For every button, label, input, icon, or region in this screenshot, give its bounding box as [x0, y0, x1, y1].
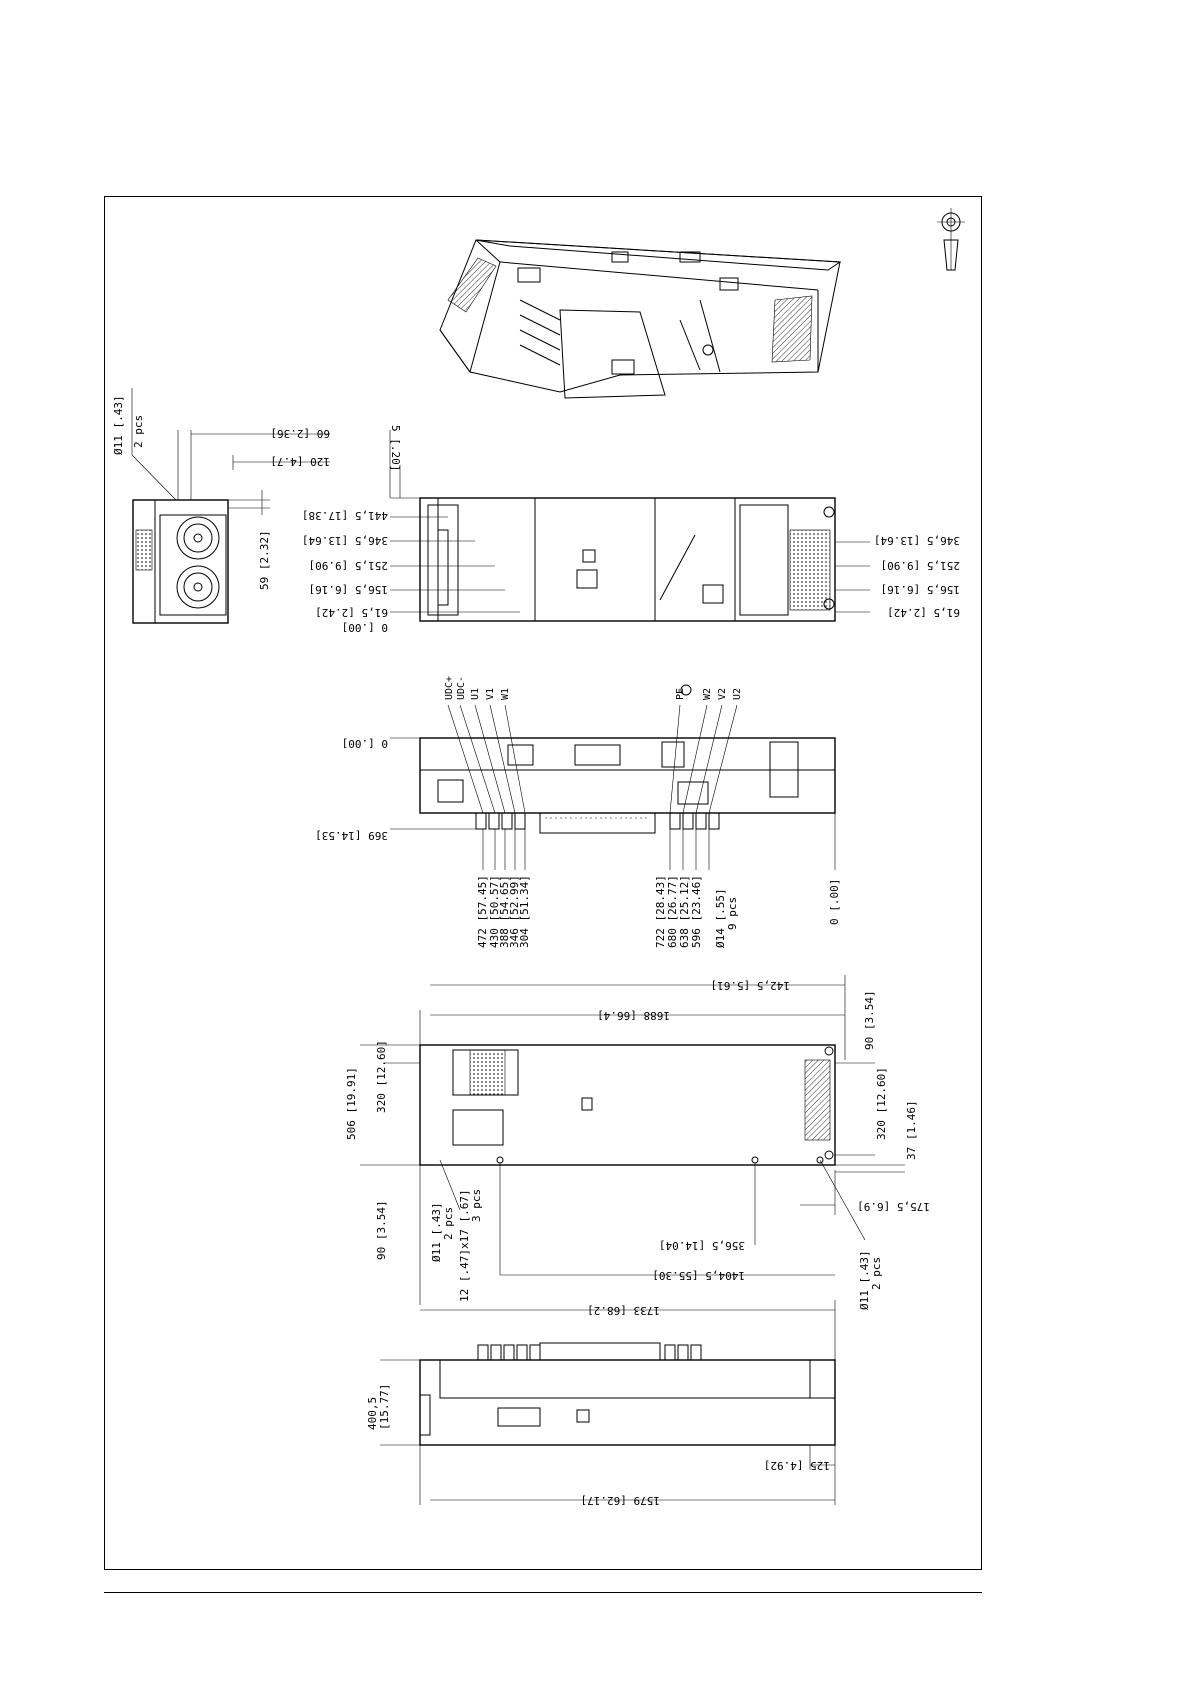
- term-w1: W1: [500, 687, 511, 700]
- pos-a-472: 472 [57.45]: [476, 875, 489, 948]
- mount-hole-1: Ø11 [.43]: [430, 1202, 443, 1262]
- dim-side-r-61: 61,5 [2.42]: [887, 606, 960, 619]
- dim-90-b: 90 [3.54]: [375, 1200, 388, 1260]
- pos-b-722: 722 [28.43]: [654, 875, 667, 948]
- term-dim-369: 369 [14.53]: [315, 829, 388, 842]
- bottom-view: [380, 1300, 835, 1505]
- dim-side-l-156: 156,5 [6.16]: [308, 583, 388, 596]
- pos-a-346: 346 [52.99]: [508, 875, 521, 948]
- pos-b-638: 638 [25.12]: [678, 875, 691, 948]
- term-pe: PE: [675, 687, 686, 700]
- dim-60: 60 [2.36]: [270, 427, 330, 440]
- projection-symbol: [937, 208, 965, 270]
- mount-slot-qty: 3 pcs: [470, 1188, 483, 1222]
- dim-120: 120 [4.7]: [270, 455, 330, 468]
- dim-142-5: 142,5 [5.61]: [710, 979, 790, 992]
- dim-356-5: 356,5 [14.04]: [658, 1239, 745, 1252]
- dim-400-5-in: [15.77]: [378, 1383, 391, 1430]
- mount-hole-1-qty: 2 pcs: [442, 1206, 455, 1240]
- term-u1: U1: [470, 687, 481, 700]
- term-u2: U2: [732, 687, 743, 700]
- dim-125: 125 [4.92]: [763, 1459, 830, 1472]
- dim-side-5: 5 [.20]: [389, 425, 402, 472]
- dim-side-r-156: 156,5 [6.16]: [880, 583, 960, 596]
- term-dim-bottom-zero: 0 [.00]: [828, 878, 841, 925]
- mount-hole-2-qty: 2 pcs: [870, 1256, 883, 1290]
- dim-side-l-61: 61,5 [2.42]: [315, 606, 388, 619]
- dim-side-zero: 0 [.00]: [341, 621, 388, 634]
- term-udc-plus: UDC+: [444, 675, 455, 700]
- dim-side-l-346: 346,5 [13.64]: [301, 534, 388, 547]
- pos-b-596: 596 [23.46]: [690, 875, 703, 948]
- dim-1404-5: 1404,5 [55.30]: [652, 1269, 745, 1282]
- dim-400-5: 400,5: [366, 1396, 379, 1430]
- end-view: [132, 388, 330, 623]
- pos-a-388: 388 [54.65]: [498, 875, 511, 948]
- end-hole-label: Ø11 [.43]: [112, 395, 125, 455]
- pos-a-304: 304 [51.34]: [518, 875, 531, 948]
- dim-side-l-251: 251,5 [9.90]: [308, 559, 388, 572]
- term-v1: V1: [485, 687, 496, 700]
- dim-side-r-346: 346,5 [13.64]: [873, 534, 960, 547]
- terminal-view: [390, 685, 835, 870]
- pos-a-430: 430 [50.57]: [488, 875, 501, 948]
- end-hole-qty: 2 pcs: [132, 414, 145, 448]
- term-v2: V2: [717, 687, 728, 700]
- dim-90-a: 90 [3.54]: [863, 990, 876, 1050]
- isometric-view: [440, 240, 840, 398]
- term-w2: W2: [702, 687, 713, 700]
- side-view: [390, 430, 870, 621]
- mount-hole-2: Ø11 [.43]: [858, 1250, 871, 1310]
- dim-1579: 1579 [62.17]: [580, 1494, 660, 1507]
- term-hole-qty: 9 pcs: [726, 896, 739, 930]
- dim-59: 59 [2.32]: [258, 530, 271, 590]
- lugs-top-a: [478, 1345, 540, 1360]
- lugs-top-b: [665, 1345, 701, 1360]
- terminal-lugs-a: [476, 813, 525, 829]
- dim-side-r-251: 251,5 [9.90]: [880, 559, 960, 572]
- dim-320-b: 320 [12.60]: [875, 1067, 888, 1140]
- term-dim-zero: 0 [.00]: [341, 737, 388, 750]
- dim-320-a: 320 [12.60]: [375, 1040, 388, 1113]
- dim-1733: 1733 [68.2]: [587, 1304, 660, 1317]
- pos-b-680: 680 [26.77]: [666, 875, 679, 948]
- dim-37: 37 [1.46]: [905, 1100, 918, 1160]
- terminal-lugs-b: [670, 813, 719, 829]
- mount-slot: 12 [.47]x17 [.67]: [458, 1189, 471, 1302]
- dim-1688: 1688 [66.4]: [597, 1009, 670, 1022]
- dim-506: 506 [19.91]: [345, 1067, 358, 1140]
- dim-175-5: 175,5 [6.9]: [857, 1200, 930, 1213]
- term-udc-minus: UDC-: [456, 675, 467, 700]
- term-hole: Ø14 [.55]: [714, 888, 727, 948]
- dim-side-441: 441,5 [17.38]: [301, 509, 388, 522]
